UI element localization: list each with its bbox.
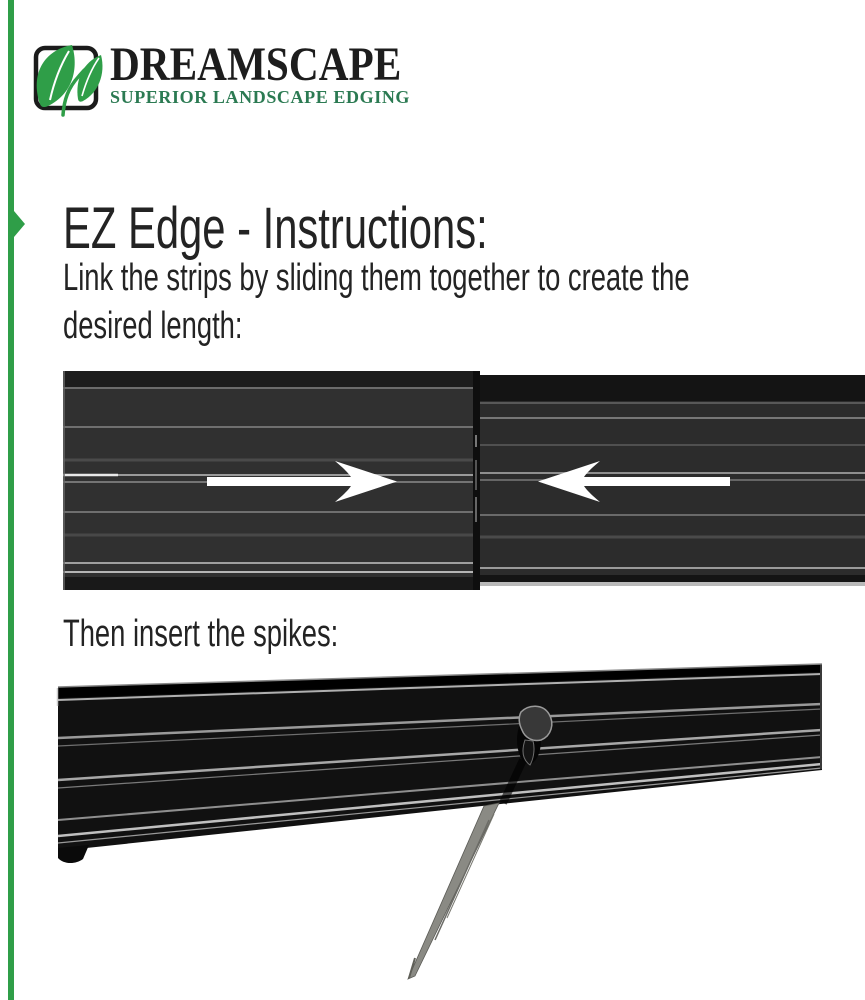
spike-inserted-photo (55, 660, 865, 1000)
brand-logo (26, 38, 449, 118)
strips-joining-graphic (63, 365, 865, 590)
strips-joining-photo (63, 365, 865, 590)
strip-seam (473, 371, 480, 590)
left-accent-bar (8, 0, 14, 1000)
brand-tagline: SUPERIOR LANDSCAPE EDGING (110, 87, 411, 107)
spike-shaft (408, 803, 499, 979)
edging-strip (58, 664, 823, 863)
logo-text (110, 38, 449, 107)
brand-name: DREAMSCAPE (110, 38, 402, 91)
step1-line2: desired length: (63, 305, 243, 347)
step1-line1: Link the strips by sliding them together to create the (63, 257, 690, 299)
step1-text (63, 254, 865, 350)
accent-pointer-icon (14, 211, 25, 237)
page-title: EZ Edge - Instructions: (63, 196, 488, 261)
spike-inserted-graphic (55, 660, 865, 1000)
leaf-logo-icon (26, 38, 106, 118)
step2-text: Then insert the spikes: (63, 613, 339, 655)
